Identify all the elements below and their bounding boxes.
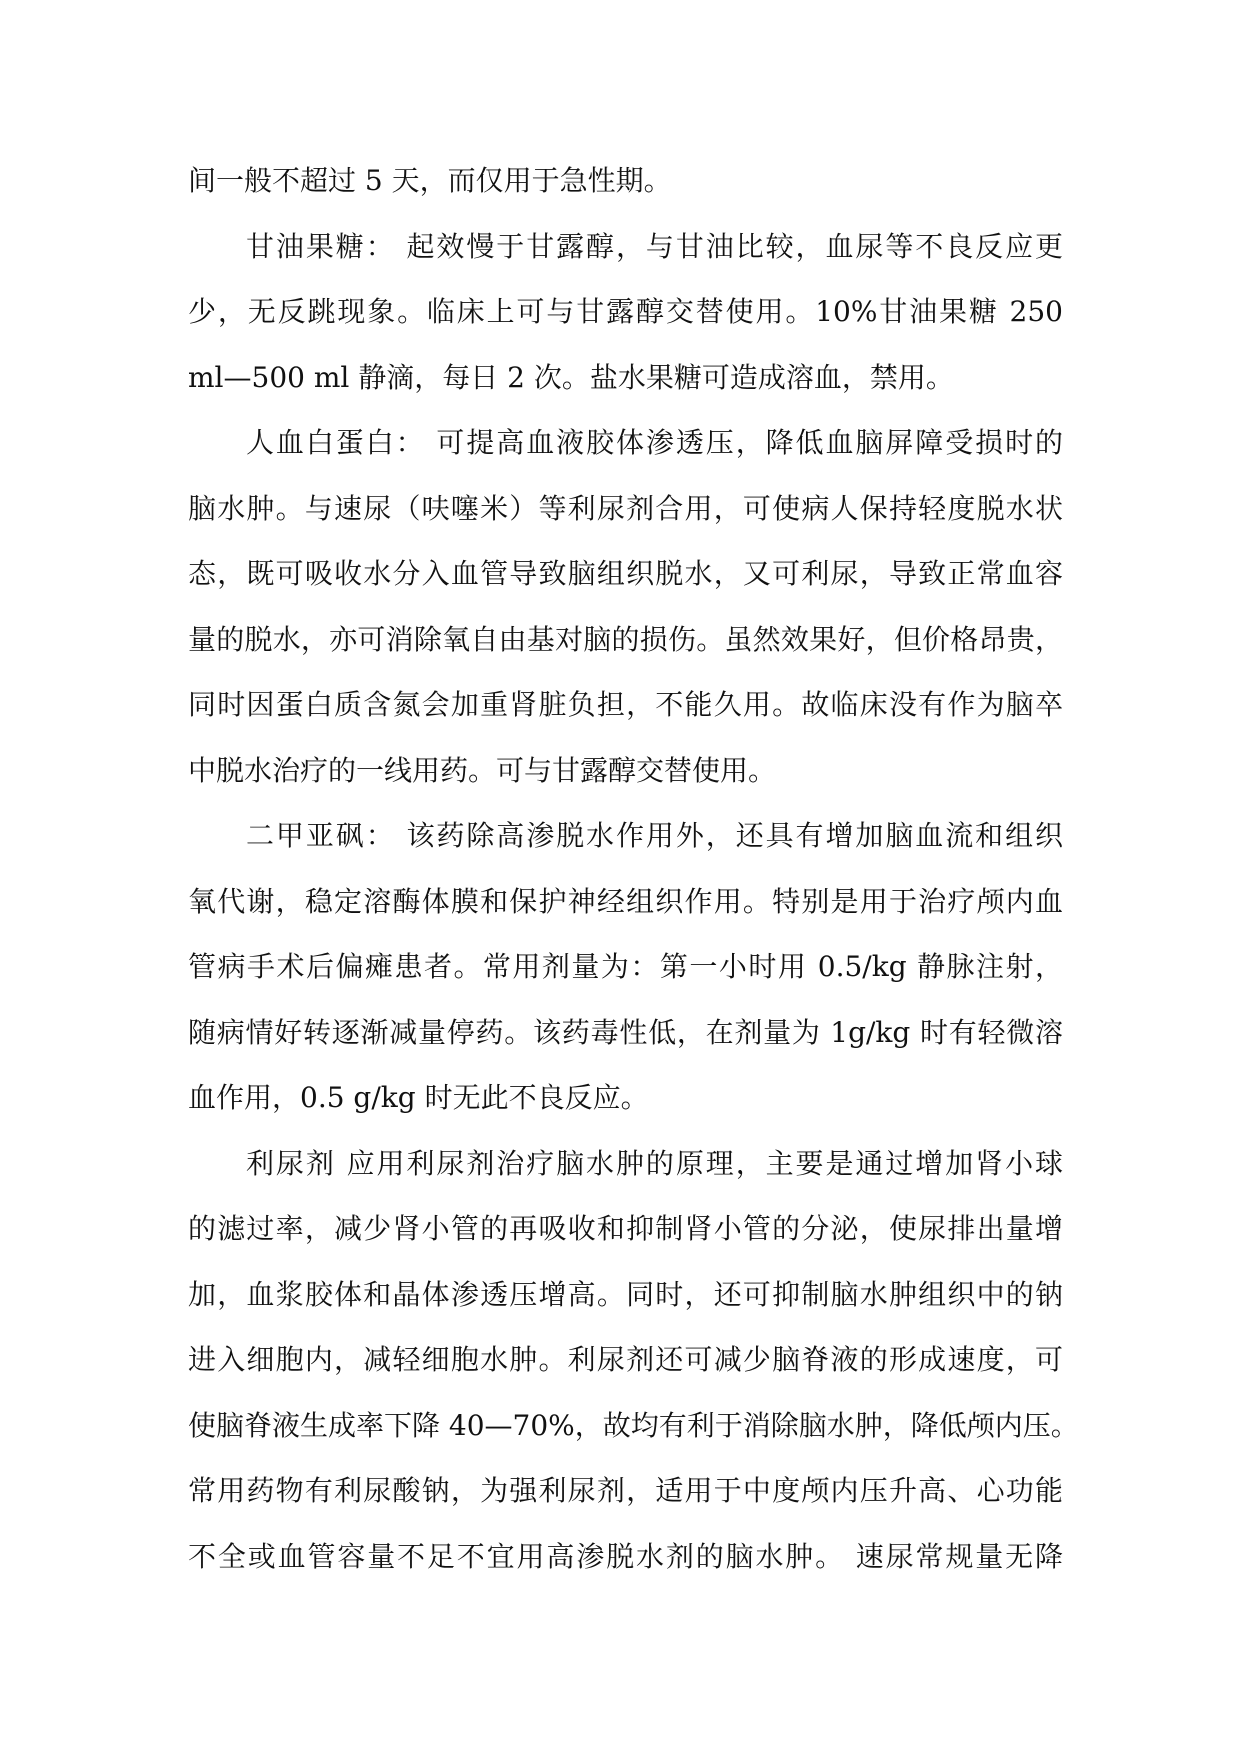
- text-line: 不全或血管容量不足不宜用高渗脱水剂的脑水肿。 速尿常规量无降: [188, 1539, 1063, 1573]
- text-line: 血作用，0.5 g/kg 时无此不良反应。: [188, 1081, 649, 1114]
- text-line: 随病情好转逐渐减量停药。该药毒性低，在剂量为 1g/kg 时有轻微溶: [188, 1015, 1063, 1049]
- text-line: 管病手术后偏瘫患者。常用剂量为：第一小时用 0.5/kg 静脉注射，: [188, 950, 1063, 983]
- text-line: 的滤过率，减少肾小管的再吸收和抑制肾小管的分泌，使尿排出量增: [188, 1212, 1063, 1245]
- text-line: 中脱水治疗的一线用药。可与甘露醇交替使用。: [188, 753, 777, 787]
- paragraph-start-diuretics: 利尿剂 应用利尿剂治疗脑水肿的原理，主要是通过增加肾小球: [246, 1146, 1063, 1180]
- text-line: 氧代谢，稳定溶酶体膜和保护神经组织作用。特别是用于治疗颅内血: [188, 884, 1063, 918]
- text-line: 量的脱水，亦可消除氧自由基对脑的损伤。虽然效果好，但价格昂贵，: [188, 622, 1063, 656]
- text-line: 进入细胞内，减轻细胞水肿。利尿剂还可减少脑脊液的形成速度，可: [188, 1343, 1063, 1376]
- text-line: 加，血浆胶体和晶体渗透压增高。同时，还可抑制脑水肿组织中的钠: [188, 1277, 1063, 1311]
- paragraph-start-albumin: 人血白蛋白： 可提高血液胶体渗透压，降低血脑屏障受损时的: [246, 426, 1063, 459]
- text-line: 态，既可吸收水分入血管导致脑组织脱水，又可利尿，导致正常血容: [188, 557, 1063, 590]
- text-line: 同时因蛋白质含氮会加重肾脏负担，不能久用。故临床没有作为脑卒: [188, 688, 1063, 721]
- text-line: 间一般不超过 5 天，而仅用于急性期。: [188, 164, 672, 197]
- text-line: ml—500 ml 静滴，每日 2 次。盐水果糖可造成溶血，禁用。: [188, 360, 954, 394]
- text-line: 使脑脊液生成率下降 40—70%，故均有利于消除脑水肿，降低颅内压。: [188, 1408, 1079, 1442]
- paragraph-start-glycerol-fructose: 甘油果糖： 起效慢于甘露醇，与甘油比较，血尿等不良反应更: [246, 229, 1063, 263]
- text-line: 常用药物有利尿酸钠，为强利尿剂，适用于中度颅内压升高、心功能: [188, 1474, 1063, 1507]
- text-line: 脑水肿。与速尿（呋噻米）等利尿剂合用，可使病人保持轻度脱水状: [188, 491, 1063, 525]
- body-text: [188, 148, 1079, 1589]
- paragraph-start-dmso: 二甲亚砜： 该药除高渗脱水作用外，还具有增加脑血流和组织: [246, 819, 1063, 852]
- text-line: 少，无反跳现象。临床上可与甘露醇交替使用。10%甘油果糖 250: [188, 295, 1063, 328]
